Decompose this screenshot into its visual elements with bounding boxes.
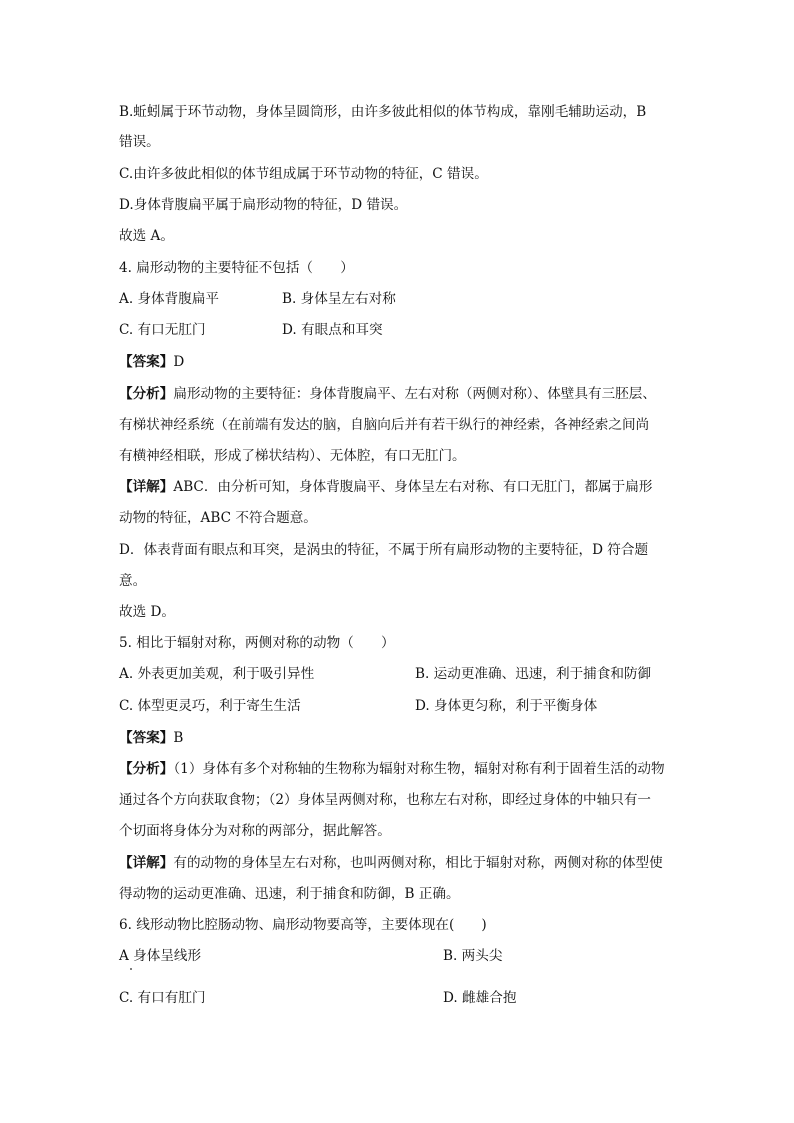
q5-option-a: A. 外表更加美观，利于吸引异性 (119, 666, 315, 682)
q3-option-c-explanation: C.由许多彼此相似的体节组成属于环节动物的特征，C 错误。 (119, 166, 488, 182)
detail-tag: 【详解】 (119, 479, 174, 495)
q5-analysis-line-3: 个切面将身体分为对称的两部分，据此解答。 (119, 823, 391, 839)
stray-dot-mark (130, 968, 132, 970)
detail-tag: 【详解】 (119, 855, 174, 871)
q4-detail-line-4: 意。 (119, 573, 147, 589)
analysis-text: （1）身体有多个对称轴的生物称为辐射对称生物，辐射对称有利于固着生活的动物 (173, 761, 665, 777)
q6-option-c: C. 有口有肛门 (119, 990, 206, 1006)
q6-option-a: A 身体呈线形 (119, 948, 202, 964)
q4-option-b: B. 身体呈左右对称 (282, 291, 396, 307)
q5-detail (119, 854, 663, 872)
answer-tag: 【答案】 (119, 730, 174, 746)
answer-tag: 【答案】 (119, 354, 174, 370)
q5-option-d: D. 身体更匀称，利于平衡身体 (415, 698, 598, 714)
q5-detail-line-2: 得动物的运动更准确、迅速，利于捕食和防御，B 正确。 (119, 886, 460, 902)
q3-option-b-explanation-cont: 错误。 (119, 134, 160, 150)
q4-option-d: D. 有眼点和耳突 (282, 322, 383, 338)
q4-analysis-line-3: 有横神经相联，形成了梯状结构）、无体腔，有口无肛门。 (119, 448, 466, 464)
q3-option-b-explanation: B.蚯蚓属于环节动物，身体呈圆筒形，由许多彼此相似的体节构成，靠刚毛辅助运动，B (119, 104, 647, 120)
q4-detail-line-3: D．体表背面有眼点和耳突，是涡虫的特征，不属于所有扁形动物的主要特征，D 符合题 (119, 542, 649, 558)
q4-detail-line-2: 动物的特征，ABC 不符合题意。 (119, 510, 317, 526)
q6-option-b: B. 两头尖 (443, 948, 503, 964)
q4-answer (119, 353, 184, 371)
q5-analysis (119, 760, 665, 778)
q3-final-choice: 故选 A。 (119, 228, 174, 244)
analysis-text: 扁形动物的主要特征：身体背腹扁平、左右对称（两侧对称）、体壁具有三胚层、 (173, 386, 656, 402)
q4-question: 4. 扁形动物的主要特征不包括（ ） (119, 260, 354, 276)
analysis-tag: 【分析】 (119, 761, 174, 777)
q4-option-c: C. 有口无肛门 (119, 322, 206, 338)
q4-option-a: A. 身体背腹扁平 (119, 291, 220, 307)
q4-detail (119, 478, 652, 496)
answer-value: B (173, 730, 184, 746)
q6-option-d: D. 雌雄合抱 (443, 990, 517, 1006)
analysis-tag: 【分析】 (119, 386, 174, 402)
q5-analysis-line-2: 通过各个方向获取食物；（2）身体呈两侧对称，也称左右对称，即经过身体的中轴只有一 (119, 792, 652, 808)
detail-text: ABC．由分析可知，身体背腹扁平、身体呈左右对称、有口无肛门，都属于扁形 (173, 479, 653, 495)
q5-option-b: B. 运动更准确、迅速，利于捕食和防御 (415, 666, 652, 682)
q4-final-choice: 故选 D。 (119, 604, 176, 620)
q3-option-d-explanation: D.身体背腹扁平属于扁形动物的特征，D 错误。 (119, 197, 408, 213)
answer-value: D (173, 354, 185, 370)
detail-text: 有的动物的身体呈左右对称，也叫两侧对称，相比于辐射对称，两侧对称的体型使 (173, 855, 663, 871)
q6-question: 6. 线形动物比腔肠动物、扁形动物要高等，主要体现在( ) (119, 917, 487, 933)
q5-answer (119, 729, 183, 747)
q5-question: 5. 相比于辐射对称，两侧对称的动物（ ） (119, 635, 395, 651)
q4-analysis (119, 385, 656, 403)
q5-option-c: C. 体型更灵巧，利于寄生生活 (119, 698, 301, 714)
q4-analysis-line-2: 有梯状神经系统（在前端有发达的脑，自脑向后并有若干纵行的神经索，各神经索之间尚 (119, 417, 650, 433)
